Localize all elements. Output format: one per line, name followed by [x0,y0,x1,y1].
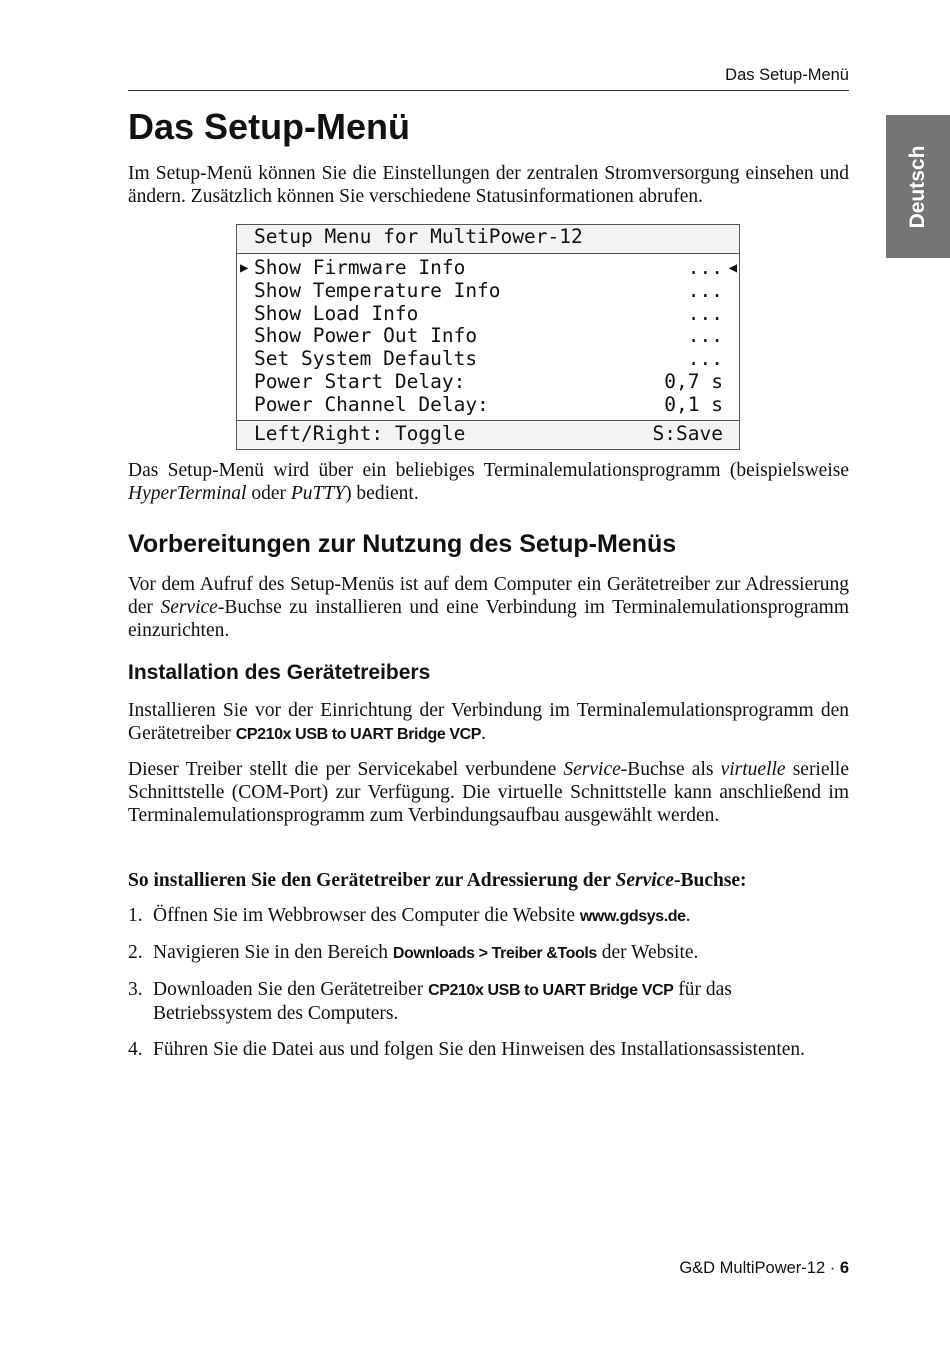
terminal-row-value: ... [687,278,723,302]
text-span: Führen Sie die Datei aus und folgen Sie den Hinweisen des Installationsassistenten. [153,1039,806,1060]
virtual-term: virtuelle [720,759,786,780]
terminal-row-label: Power Start Delay: [254,369,466,393]
text-span: oder [246,483,291,504]
text-span: Öffnen Sie im Webbrowser des Computer die Website [153,905,580,926]
language-tab [886,115,950,258]
terminal-footer-save: S:Save [652,422,723,445]
driver-name: CP210x USB to UART Bridge VCP [235,726,482,743]
list-item [128,1038,828,1062]
text-span: Dieser Treiber stellt die per Servicekabel verbundene [128,759,564,780]
terminal-footer [237,420,739,449]
terminal-row [237,394,739,417]
install-paragraph [128,699,849,746]
program-name: HyperTerminal [128,483,247,504]
terminal-description-paragraph [128,459,849,505]
section-heading: Vorbereitungen zur Nutzung des Setup-Menüs [128,530,677,558]
terminal-row-value: ... [687,324,723,348]
terminal-row [237,280,739,303]
text-span: So installieren Sie den Gerätetreiber zur Adressierung der [128,870,616,891]
step-number: 3. [128,979,143,1000]
intro-paragraph: Im Setup-Menü können Sie die Einstellungen der zentralen Stromversorgung einsehen und ändern. Zusätzlich können Sie verschiedene Statusinformationen abrufen. [128,163,849,207]
terminal-row-label: Show Temperature Info [254,278,501,302]
steps-heading [128,869,849,892]
text-span: serielle Schnittstelle (COM-Port) zur Verfügung. Die virtuelle Schnittstelle kann anschließend im Terminalemulationsprogramm zum Verbindungsaufbau ausgewählt werden. [128,759,850,826]
text-span: Navigieren Sie in den Bereich [153,942,393,963]
list-item [128,978,828,1025]
page-footer [500,1259,849,1278]
terminal-row-label: Show Power Out Info [254,324,478,348]
text-span: der Website. [596,942,699,963]
section-paragraph [128,573,849,642]
list-item [128,904,828,928]
text-span: Das Setup-Menü wird über ein beliebiges Terminalemulationsprogramm (beispielsweise [128,460,849,481]
install-steps-list [128,904,828,1075]
terminal-footer-hint: Left/Right: Toggle [254,422,466,445]
service-term: Service [563,759,621,780]
program-name: PuTTY [290,483,346,504]
driver-paragraph [128,758,849,827]
page-title: Das Setup-Menü [128,106,411,147]
text-span: Installieren Sie vor der Einrichtung der Verbindung im Terminalemulationsprogramm den Gerätetreiber [128,700,849,744]
terminal-row-value: 0,1 s [664,392,723,416]
terminal-row-value: ... [687,256,723,279]
terminal-row-label: Show Firmware Info [254,256,466,279]
text-span: -Buchse: [673,870,747,891]
terminal-row [237,303,739,326]
running-header: Das Setup-Menü [128,66,849,91]
language-tab-label: Deutsch [906,145,929,228]
terminal-row [237,348,739,371]
driver-name: CP210x USB to UART Bridge VCP [428,982,674,999]
service-term: Service [615,870,674,891]
step-number: 1. [128,905,143,926]
text-span: . [481,723,486,744]
terminal-row-value: 0,7 s [664,369,723,393]
sub-heading: Installation des Gerätetreibers [128,661,431,684]
terminal-row-label: Power Channel Delay: [254,392,489,416]
text-span: . [685,905,691,926]
terminal-row [237,371,739,394]
text-span: ) bedient. [345,483,419,504]
service-term: Service [160,597,218,618]
terminal-row-label: Show Load Info [254,301,419,325]
terminal-row [237,325,739,348]
terminal-row-value: ... [687,347,723,371]
terminal-title: Setup Menu for MultiPower-12 [237,225,739,254]
step-number: 4. [128,1039,143,1060]
footer-product: G&D MultiPower-12 · [679,1259,840,1277]
text-span: Downloaden Sie den Gerätetreiber [153,979,429,1000]
step-number: 2. [128,942,143,963]
terminal-menu [236,224,740,450]
terminal-row [237,257,739,280]
list-item [128,941,828,965]
page-number: 6 [839,1259,849,1277]
text-span: für das Betriebssystem des Computers. [153,979,732,1024]
text-span: -Buchse als [620,759,721,780]
terminal-row-label: Set System Defaults [254,347,478,371]
menu-path: Downloads > Treiber &Tools [392,945,597,962]
terminal-row-value: ... [687,301,723,325]
selection-arrow-right-icon: ▶ [240,260,249,276]
selection-arrow-left-icon: ◀ [728,260,737,276]
terminal-body [237,254,739,421]
website-url: www.gdsys.de [579,908,686,925]
text-span: -Buchse zu installieren und eine Verbindung im Terminalemulationsprogramm einzurichten. [128,597,849,641]
text-span: Vor dem Aufruf des Setup-Menüs ist auf dem Computer ein Gerätetreiber zur Adressierung der [128,574,849,618]
